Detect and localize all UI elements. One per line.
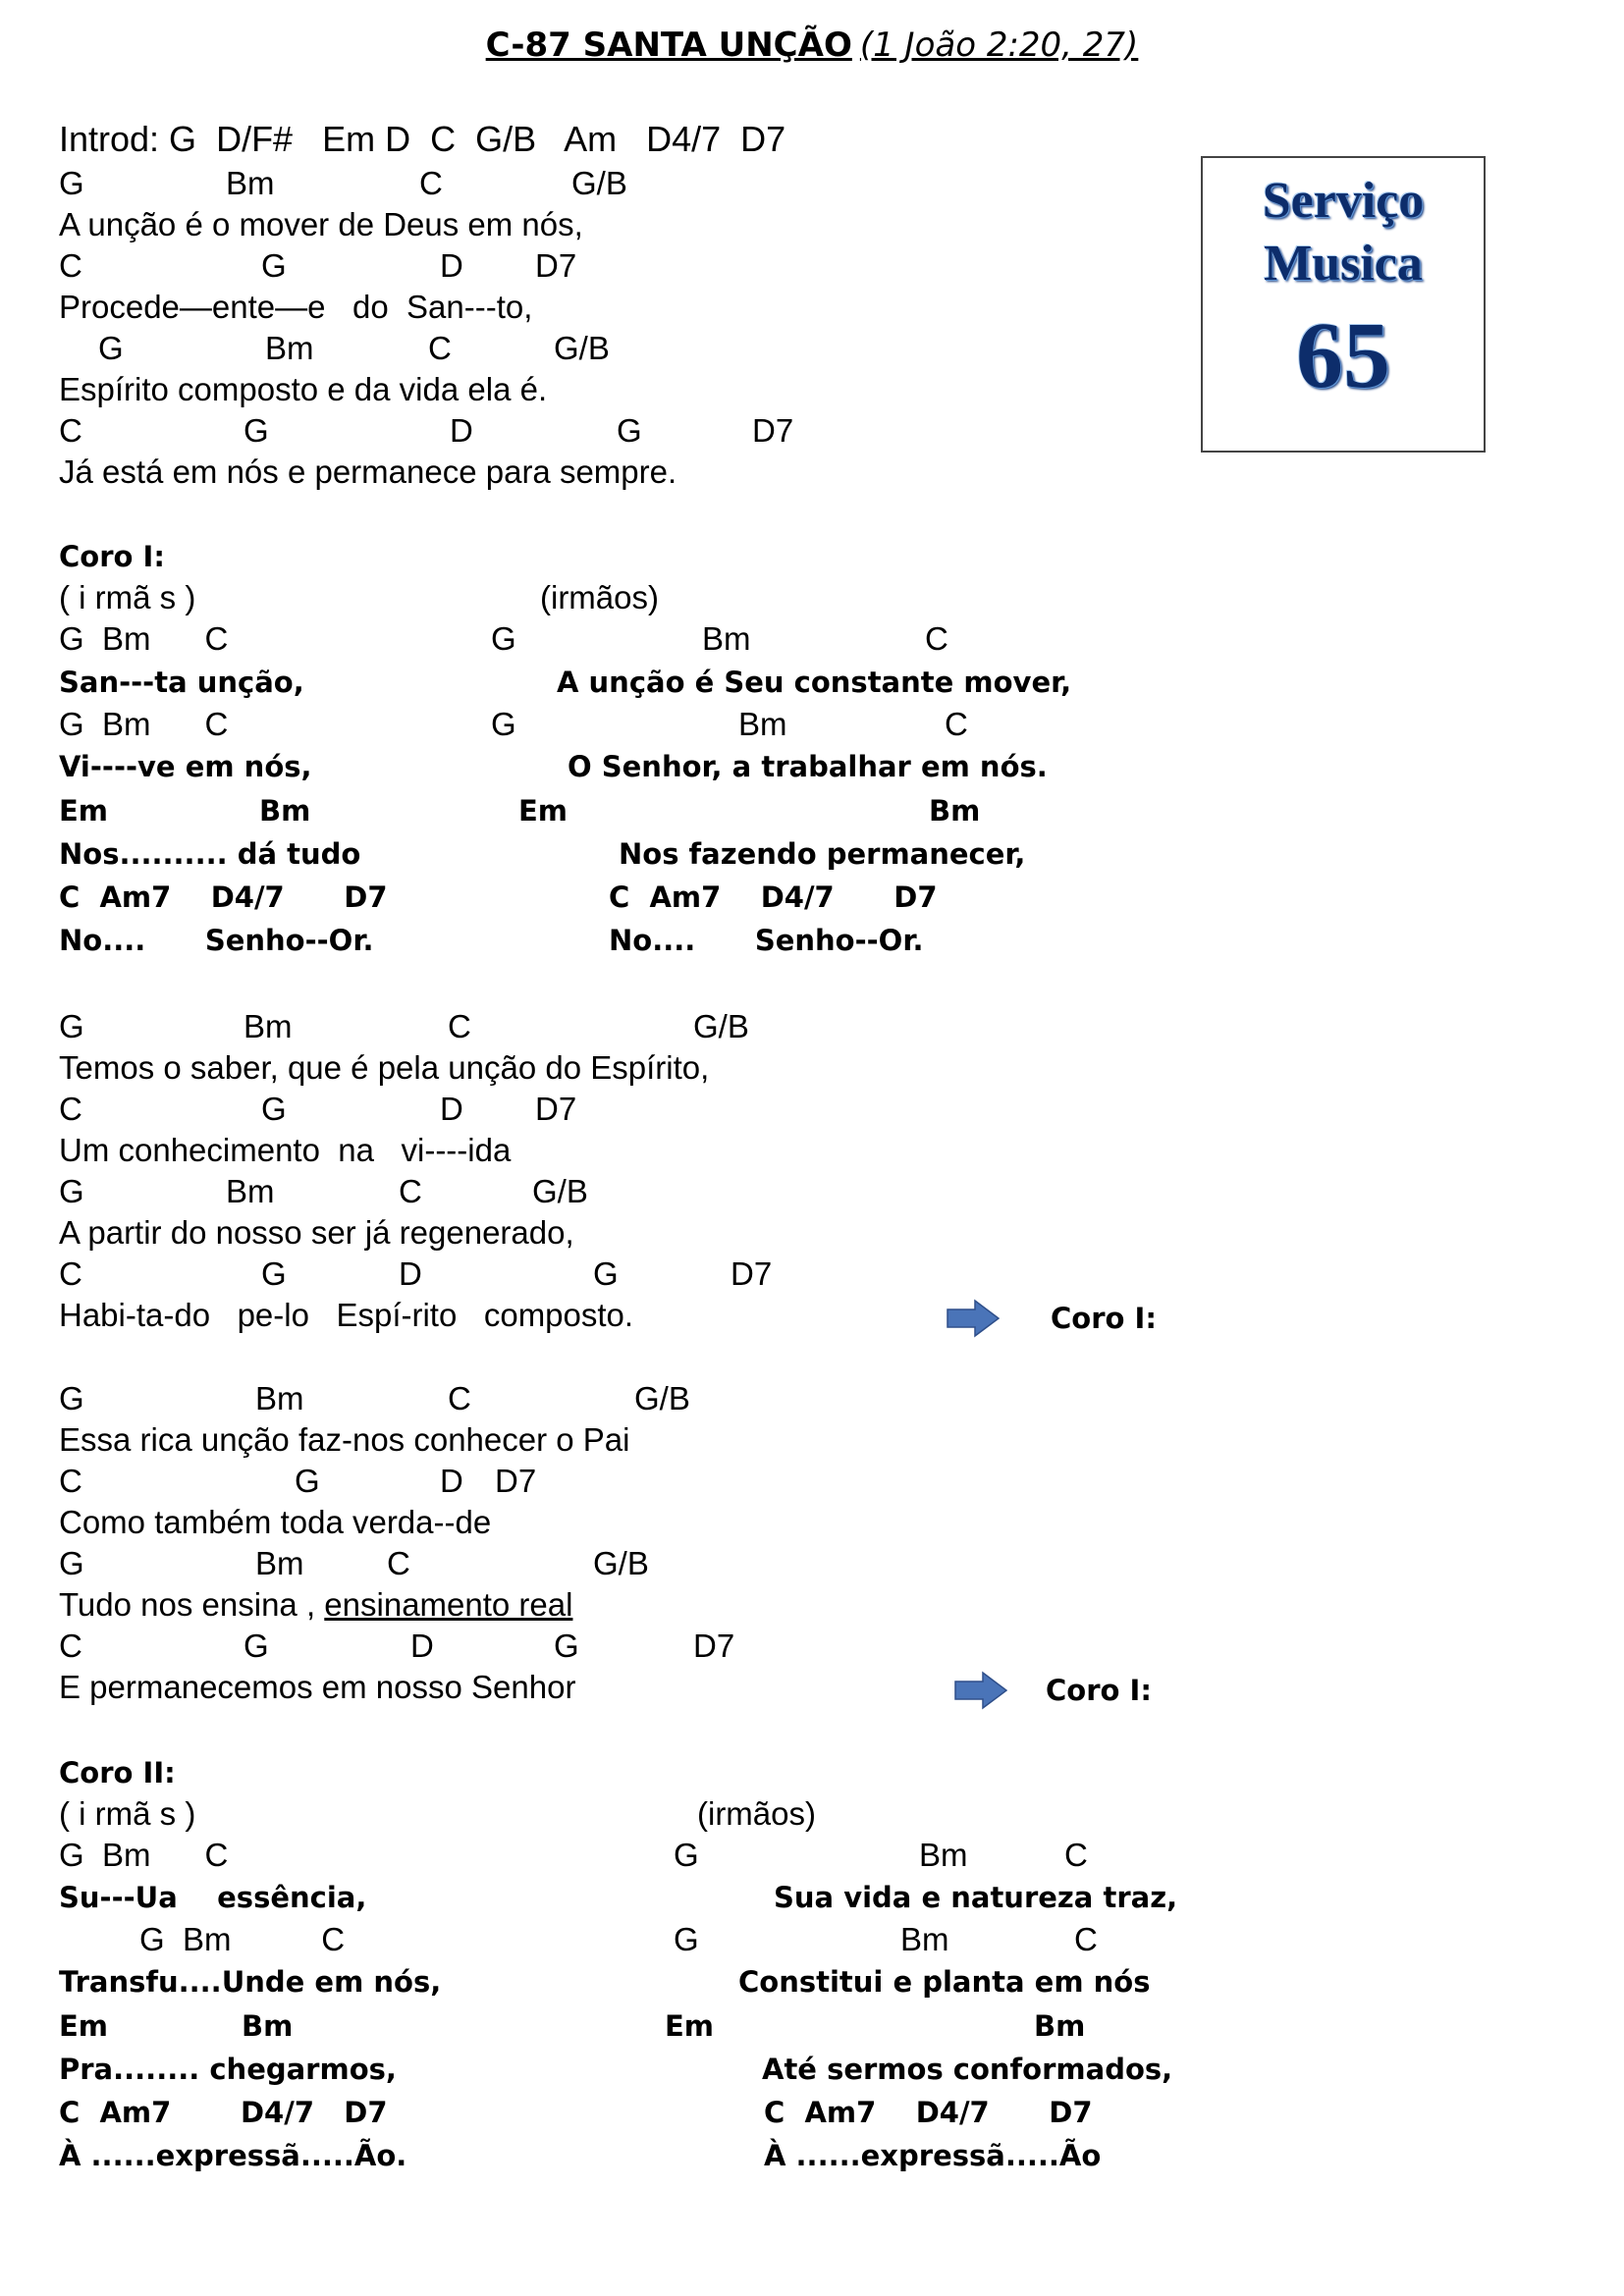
chord: G xyxy=(674,1837,699,1873)
chord: G xyxy=(59,1173,84,1209)
chorus2-right-lyric: À ......expressã.....Ão xyxy=(764,2139,1102,2172)
chord: D xyxy=(440,247,463,284)
chord: Bm xyxy=(226,165,275,201)
song-reference: (1 João 2:20, 27) xyxy=(859,26,1139,65)
chorus1-left-chords: G Bm C xyxy=(59,706,229,742)
chord: D xyxy=(450,412,473,449)
chord: G xyxy=(554,1628,579,1664)
verse2-chord-line xyxy=(59,1090,577,1129)
chord: Em xyxy=(59,2009,109,2043)
chord: D7 xyxy=(731,1255,773,1292)
verse3-lyric-part: Tudo nos ensina , xyxy=(59,1586,325,1623)
chord: Bm xyxy=(1034,2009,1086,2043)
chord: G xyxy=(59,1545,84,1581)
chorus2-left-lyric: Transfu....Unde em nós, xyxy=(59,1965,442,1999)
chord: Bm xyxy=(265,330,314,366)
chorus1-right-chords: C Am7 D4/7 D7 xyxy=(609,881,938,914)
chord: G xyxy=(261,1091,287,1127)
verse1-chord-line xyxy=(59,329,610,368)
chorus1-right-lyric: A unção é Seu constante mover, xyxy=(557,666,1072,699)
chord: C xyxy=(448,1008,471,1044)
chorus2-right-chords xyxy=(674,1920,1098,1959)
arrow-right-icon xyxy=(947,1299,1000,1338)
chord: C xyxy=(387,1545,410,1581)
chord: Bm xyxy=(255,1380,304,1416)
chord: C xyxy=(59,412,82,449)
chorus2-left-chords: G Bm C xyxy=(59,1837,229,1873)
chord: G xyxy=(261,1255,287,1292)
chord: Bm xyxy=(226,1173,275,1209)
chorus1-left-chords: G Bm C xyxy=(59,620,229,657)
chord: D7 xyxy=(495,1463,537,1499)
arrow-right-icon xyxy=(954,1671,1007,1710)
verse3-lyric-line: Essa rica unção faz-nos conhecer o Pai xyxy=(59,1421,630,1458)
chorus2-right-lyric: Até sermos conformados, xyxy=(762,2053,1173,2086)
chord: C xyxy=(59,1628,82,1664)
chord: C xyxy=(925,620,948,657)
chord: G/B xyxy=(532,1173,588,1209)
chorus1-left-chords: C Am7 D4/7 D7 xyxy=(59,881,388,914)
chord: G xyxy=(617,412,642,449)
underlined-phrase: ensinamento real xyxy=(324,1586,573,1623)
chorus2-left-chords: G Bm C xyxy=(139,1921,346,1957)
verse3-chord-line xyxy=(59,1379,690,1418)
verse1-lyric-line: Procede—ente—e do San---to, xyxy=(59,289,533,325)
chord: D xyxy=(399,1255,422,1292)
chord: D7 xyxy=(752,412,794,449)
verse2-chord-line xyxy=(59,1172,588,1211)
song-title-main: C-87 SANTA UNÇÃO xyxy=(485,26,852,65)
verse3-chord-line xyxy=(59,1462,537,1501)
chord: G xyxy=(593,1255,619,1292)
verse1-chord-line xyxy=(59,164,627,203)
chord: D xyxy=(440,1463,463,1499)
verse3-lyric-line xyxy=(59,1585,572,1625)
chorus1-left-lyric: No.... Senho--Or. xyxy=(59,924,374,957)
chorus2-right-chords: C Am7 D4/7 D7 xyxy=(764,2096,1093,2129)
chord: Em xyxy=(59,794,109,828)
chorus1-left-lyric: Nos.......... dá tudo xyxy=(59,837,361,871)
goto-chorus1: Coro I: xyxy=(1046,1674,1152,1707)
chord: Em xyxy=(665,2009,715,2043)
verse2-lyric-line: Um conhecimento na vi----ida xyxy=(59,1132,512,1168)
chord: G xyxy=(295,1463,320,1499)
verse2-lyric-line: Habi-ta-do pe-lo Espí-rito composto. xyxy=(59,1297,634,1333)
chorus2-left-chords: C Am7 D4/7 D7 xyxy=(59,2096,388,2129)
chord: C xyxy=(59,247,82,284)
chord: Bm xyxy=(255,1545,304,1581)
verse2-chord-line xyxy=(59,1007,749,1046)
chorus2-right-lyric: Constitui e planta em nós xyxy=(738,1965,1151,1999)
chorus2-right-lyric: Sua vida e natureza traz, xyxy=(774,1881,1178,1914)
badge-line-2: Musica xyxy=(1264,236,1423,292)
chord: Bm xyxy=(242,2009,294,2043)
chorus1-right-lyric: Nos fazendo permanecer, xyxy=(619,837,1026,871)
chord: C xyxy=(1064,1837,1088,1873)
chord: C xyxy=(399,1173,422,1209)
chord: C xyxy=(59,1091,82,1127)
verse1-chord-line xyxy=(59,246,577,286)
verse1-chord-line xyxy=(59,411,794,451)
chorus1-left-lyric: San---ta unção, xyxy=(59,666,304,699)
goto-chorus1: Coro I: xyxy=(1051,1302,1157,1335)
chord: Bm xyxy=(244,1008,293,1044)
chord: Em xyxy=(518,794,568,828)
verse1-lyric-line: Já está em nós e permanece para sempre. xyxy=(59,454,677,490)
verse3-chord-line xyxy=(59,1627,735,1666)
chorus1-right-chords xyxy=(491,619,948,659)
chord: G/B xyxy=(571,165,627,201)
verse2-lyric-line: Temos o saber, que é pela unção do Espírito, xyxy=(59,1049,710,1086)
chord: G xyxy=(59,1380,84,1416)
chorus1-right-chords xyxy=(491,705,968,744)
chorus1-left-chords xyxy=(59,791,311,830)
verse1-lyric-line: Espírito composto e da vida ela é. xyxy=(59,371,548,407)
chord: G xyxy=(674,1921,699,1957)
chorus2-right-chords xyxy=(665,2006,1086,2046)
chord: C xyxy=(419,165,443,201)
verse2-lyric-line: A partir do nosso ser já regenerado, xyxy=(59,1214,574,1251)
chord: D xyxy=(410,1628,434,1664)
chord: D7 xyxy=(535,1091,577,1127)
chord: G xyxy=(261,247,287,284)
chorus1-right-chords xyxy=(518,791,981,830)
chord: G xyxy=(59,1008,84,1044)
chord: C xyxy=(945,706,968,742)
chord: G xyxy=(491,620,516,657)
chord: D xyxy=(440,1091,463,1127)
chorus1-right-voice: (irmãos) xyxy=(540,579,659,615)
chord: G/B xyxy=(593,1545,649,1581)
verse3-lyric-line: Como também toda verda--de xyxy=(59,1504,492,1540)
song-title xyxy=(0,22,1624,69)
chorus1-left-lyric: Vi----ve em nós, xyxy=(59,750,312,783)
chorus1-heading: Coro I: xyxy=(59,540,165,573)
chord: D7 xyxy=(693,1628,735,1664)
chord: G xyxy=(59,165,84,201)
chord: G/B xyxy=(554,330,610,366)
chord: Bm xyxy=(900,1921,949,1957)
intro-chords: Introd: G D/F# Em D C G/B Am D4/7 D7 xyxy=(59,119,786,159)
verse3-chord-line xyxy=(59,1544,649,1583)
chord: Bm xyxy=(259,794,311,828)
chorus2-left-voice: ( i rmã s ) xyxy=(59,1795,196,1832)
chord: G/B xyxy=(693,1008,749,1044)
chord: G xyxy=(244,412,269,449)
chord: Bm xyxy=(702,620,751,657)
chorus2-left-lyric: Pra........ chegarmos, xyxy=(59,2053,397,2086)
chorus1-right-lyric: No.... Senho--Or. xyxy=(609,924,924,957)
chord: G xyxy=(244,1628,269,1664)
chord: G xyxy=(98,330,124,366)
badge-line-1: Serviço xyxy=(1262,173,1425,229)
chord: C xyxy=(1074,1921,1098,1957)
chord: G/B xyxy=(634,1380,690,1416)
chord: C xyxy=(59,1463,82,1499)
chord: C xyxy=(448,1380,471,1416)
verse3-lyric-line: E permanecemos em nosso Senhor xyxy=(59,1669,576,1705)
verse1-lyric-line: A unção é o mover de Deus em nós, xyxy=(59,206,583,242)
badge-number: 65 xyxy=(1296,302,1390,407)
chord: Bm xyxy=(919,1837,968,1873)
chorus1-left-voice: ( i rmã s ) xyxy=(59,579,196,615)
chorus2-heading: Coro II: xyxy=(59,1756,176,1789)
chorus2-right-voice: (irmãos) xyxy=(697,1795,816,1832)
chord: G xyxy=(491,706,516,742)
chord: D7 xyxy=(535,247,577,284)
service-music-badge xyxy=(1201,156,1486,453)
chord: C xyxy=(428,330,452,366)
chord: Bm xyxy=(738,706,787,742)
chorus2-left-lyric: Su---Ua essência, xyxy=(59,1881,367,1914)
chorus2-right-chords xyxy=(674,1836,1088,1875)
chord: C xyxy=(59,1255,82,1292)
verse2-chord-line xyxy=(59,1255,773,1294)
chorus1-right-lyric: O Senhor, a trabalhar em nós. xyxy=(568,750,1048,783)
chorus2-left-lyric: À ......expressã.....Ão. xyxy=(59,2139,407,2172)
chorus2-left-chords xyxy=(59,2006,294,2046)
chord: Bm xyxy=(929,794,981,828)
